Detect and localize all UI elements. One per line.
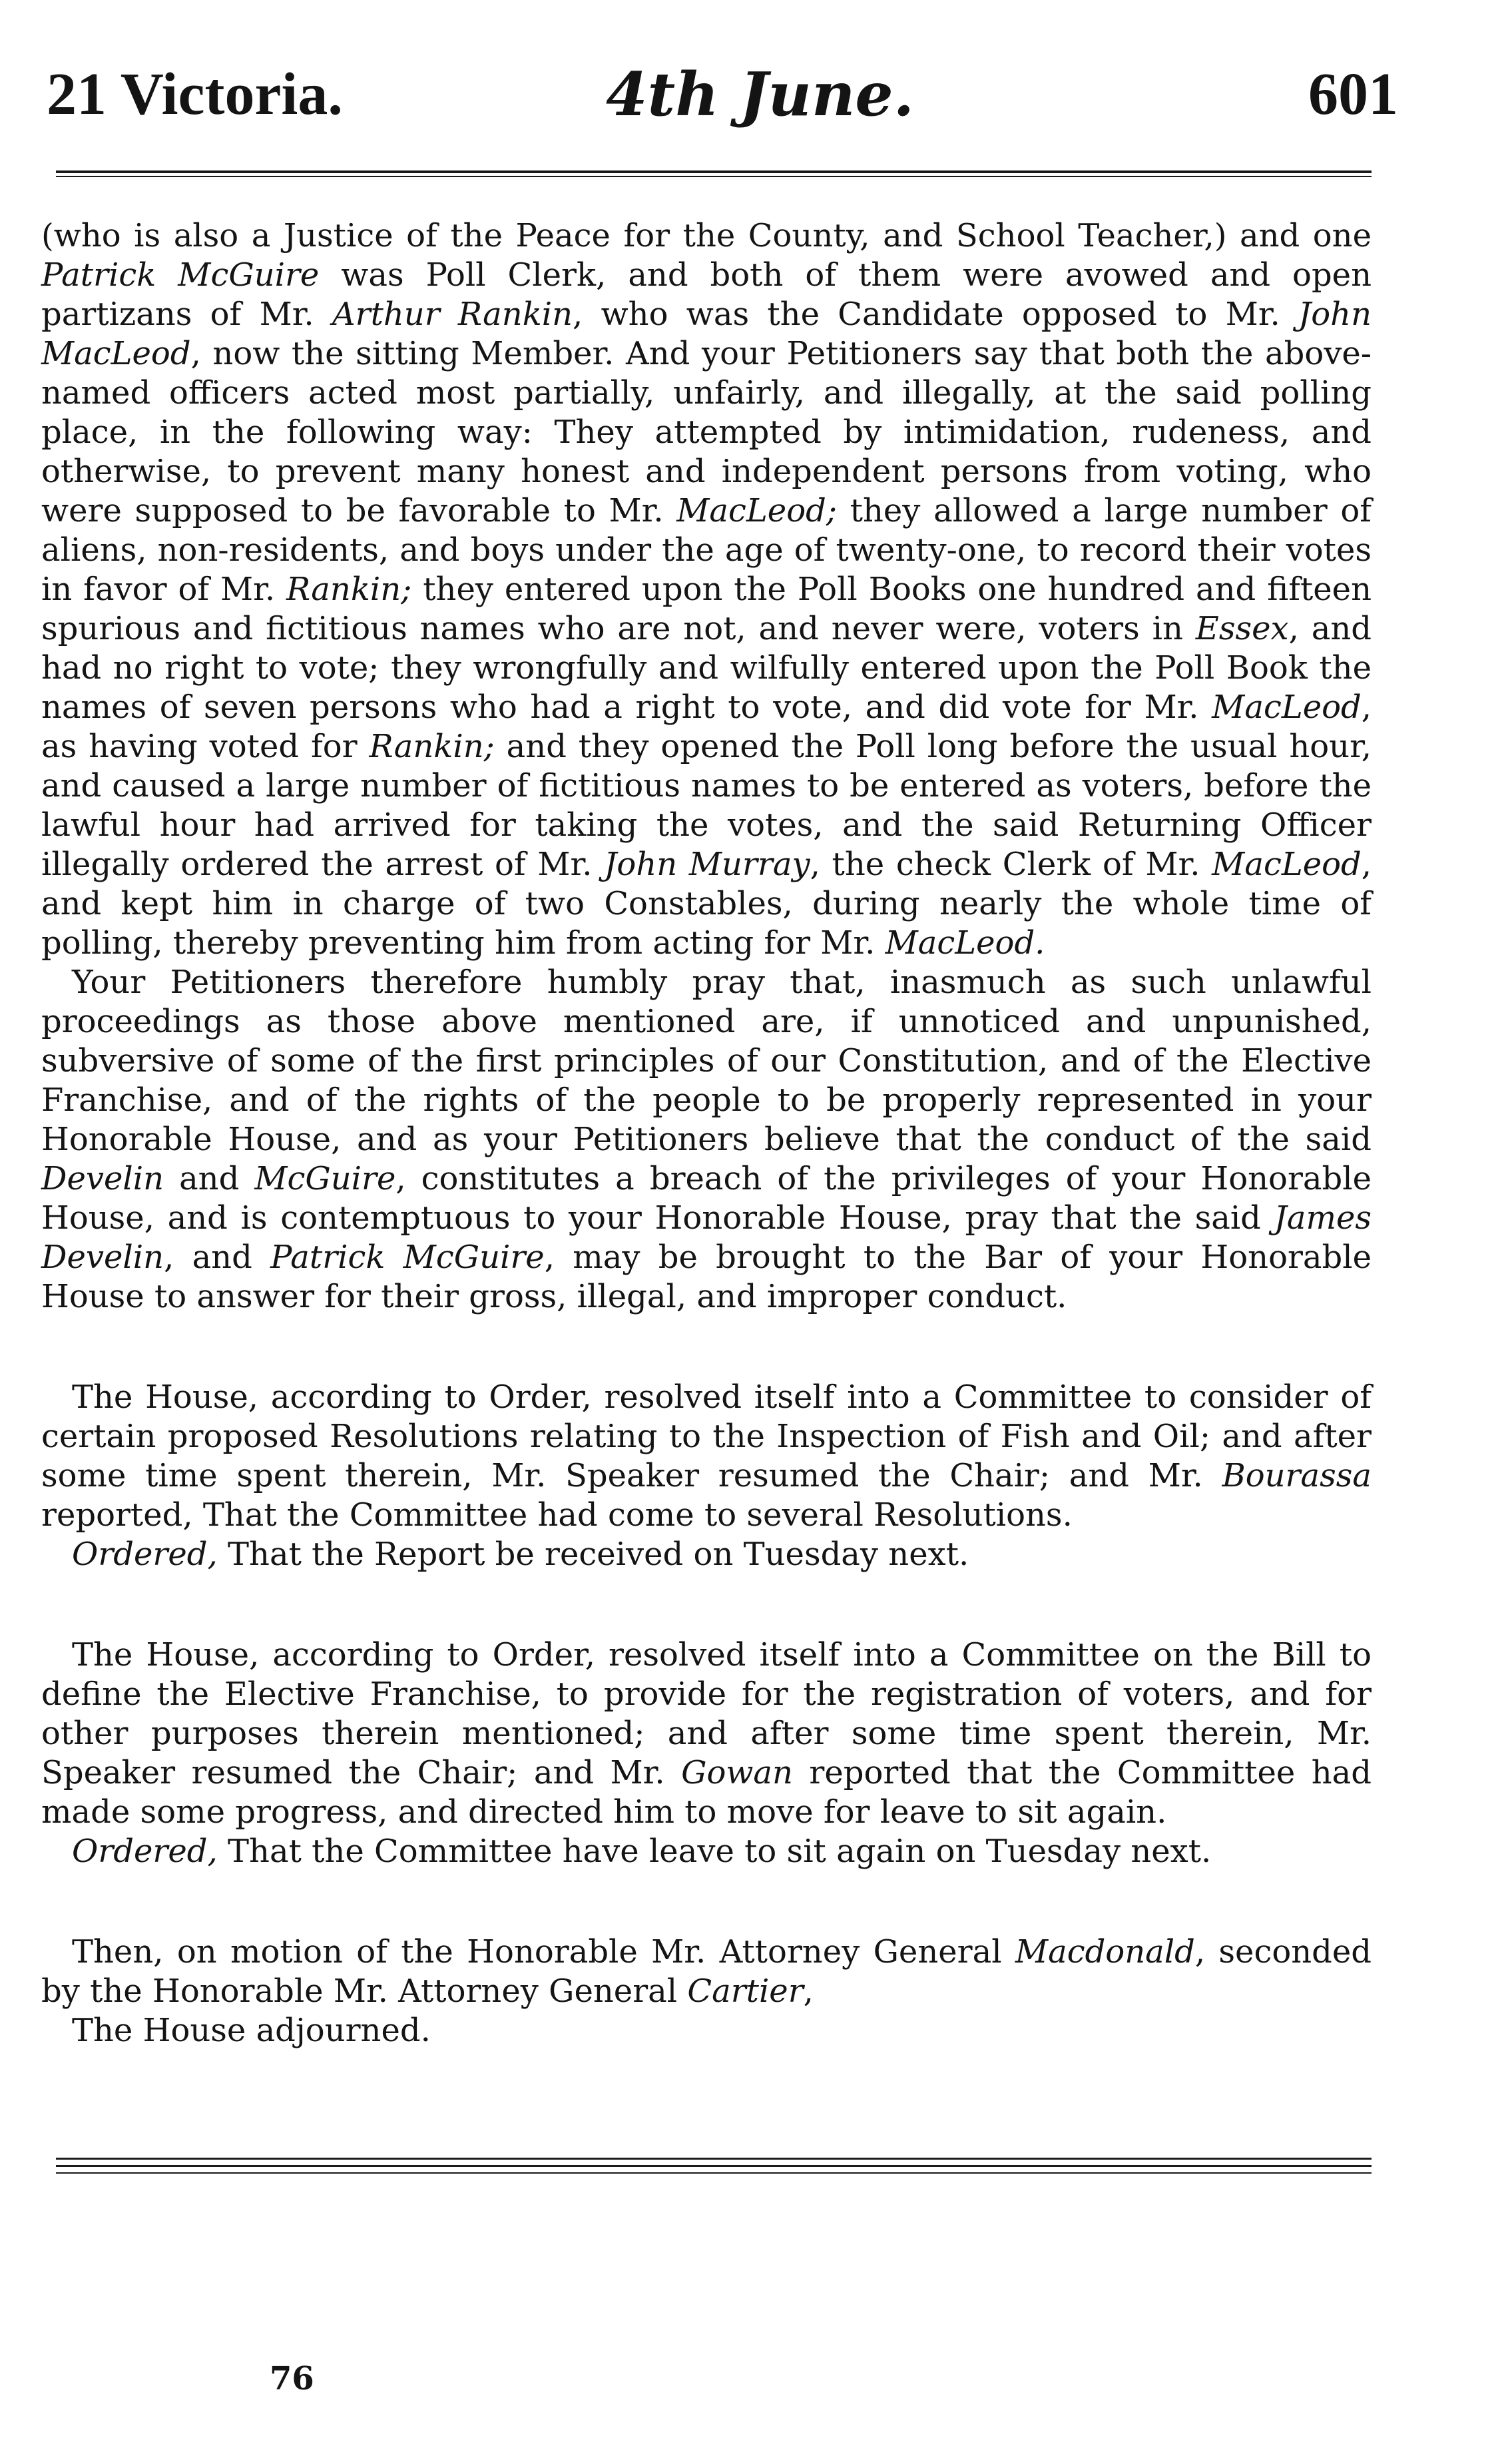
running-header bbox=[40, 48, 1398, 141]
footer-rule bbox=[56, 2158, 1372, 2167]
fish-oil-committee-paragraph: The House, according to Order, resolved itself into a Committee to consider of certain proposed Resolutions relating to the Inspection of Fish and Oil; and after some time spent therein, Mr. Speaker resumed the Chair; and Mr. Bourassa reported, That the Committee had come to several Resolutions. bbox=[41, 1379, 1372, 1534]
petition-paragraph: (who is also a Justice of the Peace for the County, and School Teacher,) and one Patrick McGuire was Poll Clerk, and both of them were avowed and open partizans of Mr. Arthur Rankin, who was the Candidate opposed to Mr. John MacLeod, now the sitting Member. And your Petitioners say that both the above-named officers acted most partially, unfairly, and illegally, at the said polling place, in the following way: They attempted by intimidation, rudeness, and otherwise, to prevent many honest and independent persons from voting, who were supposed to be favorable to Mr. MacLeod; they allowed a large number of aliens, non-residents, and boys under the age of twenty-one, to record their votes in favor of Mr. Rankin; they entered upon the Poll Books one hundred and fifteen spurious and fictitious names who are not, and never were, voters in Essex, and had no right to vote; they wrongfully and wilfully entered upon the Poll Book the names of seven persons who had a right to vote, and did vote for Mr. MacLeod, as having voted for Rankin; and they opened the Poll long before the usual hour, and caused a large number of fictitious names to be entered as voters, before the lawful hour had arrived for taking the votes, and the said Returning Officer illegally ordered the arrest of Mr. John Murray, the check Clerk of Mr. MacLeod, and kept him in charge of two Constables, during nearly the whole time of polling, thereby preventing him from acting for Mr. MacLeod. bbox=[41, 217, 1372, 962]
person-name: MacLeod; bbox=[676, 492, 838, 529]
header-page-number: 601 bbox=[1308, 61, 1398, 127]
person-name: MacLeod. bbox=[885, 924, 1045, 962]
person-name: Macdonald bbox=[1015, 1933, 1195, 1971]
ordered-label: Ordered, bbox=[72, 1536, 218, 1573]
adjournment-motion: Then, on motion of the Honorable Mr. Attorney General Macdonald, seconded by the Honorable Mr. Attorney General Cartier, bbox=[41, 1933, 1372, 2010]
header-date: 4th June. bbox=[606, 59, 915, 130]
journal-text bbox=[41, 216, 1372, 2050]
petition-prayer-paragraph: Your Petitioners therefore humbly pray that, inasmuch as such unlawful proceedings as those above mentioned are, if unnoticed and unpunished, subversive of some of the first principles of our Constitution, and of the Elective Franchise, and of the rights of the people to be properly represented in your Honorable House, and as your Petitioners believe that the conduct of the said Develin and McGuire, constitutes a breach of the privileges of your Honorable House, and is contemptuous to your Honorable House, pray that the said James Develin, and Patrick McGuire, may be brought to the Bar of your Honorable House to answer for their gross, illegal, and improper conduct. bbox=[41, 964, 1372, 1315]
person-name: Cartier bbox=[687, 1973, 804, 2010]
franchise-order: Ordered, That the Committee have leave to sit again on Tuesday next. bbox=[72, 1833, 1212, 1870]
person-name: Patrick McGuire bbox=[270, 1239, 545, 1276]
person-name: John MacLeod bbox=[41, 296, 1372, 372]
footer-rule-thin bbox=[56, 2172, 1372, 2174]
adjournment-line: The House adjourned. bbox=[72, 2012, 431, 2049]
header-regnal-year: 21 Victoria. bbox=[47, 61, 343, 127]
person-name: Develin bbox=[41, 1160, 164, 1197]
ordered-label: Ordered, bbox=[72, 1833, 218, 1870]
signature-number: 76 bbox=[270, 2360, 314, 2397]
place-name: Essex bbox=[1195, 610, 1289, 647]
person-name: Patrick McGuire bbox=[41, 256, 320, 294]
person-name: John Murray bbox=[604, 846, 810, 883]
person-name: Rankin; bbox=[286, 571, 412, 608]
header-rule bbox=[56, 170, 1372, 177]
person-name: MacLeod bbox=[1212, 689, 1362, 726]
fish-oil-order: Ordered, That the Report be received on Tuesday next. bbox=[72, 1536, 969, 1573]
person-name: James Develin bbox=[41, 1199, 1372, 1276]
person-name: MacLeod bbox=[1212, 846, 1362, 883]
person-name: Gowan bbox=[681, 1754, 793, 1791]
person-name: Rankin; bbox=[369, 728, 495, 765]
person-name: Bourassa bbox=[1222, 1457, 1372, 1494]
franchise-committee-paragraph: The House, according to Order, resolved itself into a Committee on the Bill to define the Elective Franchise, to provide for the registration of voters, and for other purposes therein mentioned; and after some time spent therein, Mr. Speaker resumed the Chair; and Mr. Gowan reported that the Committee had made some progress, and directed him to move for leave to sit again. bbox=[41, 1636, 1372, 1831]
person-name: Arthur Rankin bbox=[332, 296, 573, 333]
person-name: McGuire bbox=[254, 1160, 396, 1197]
